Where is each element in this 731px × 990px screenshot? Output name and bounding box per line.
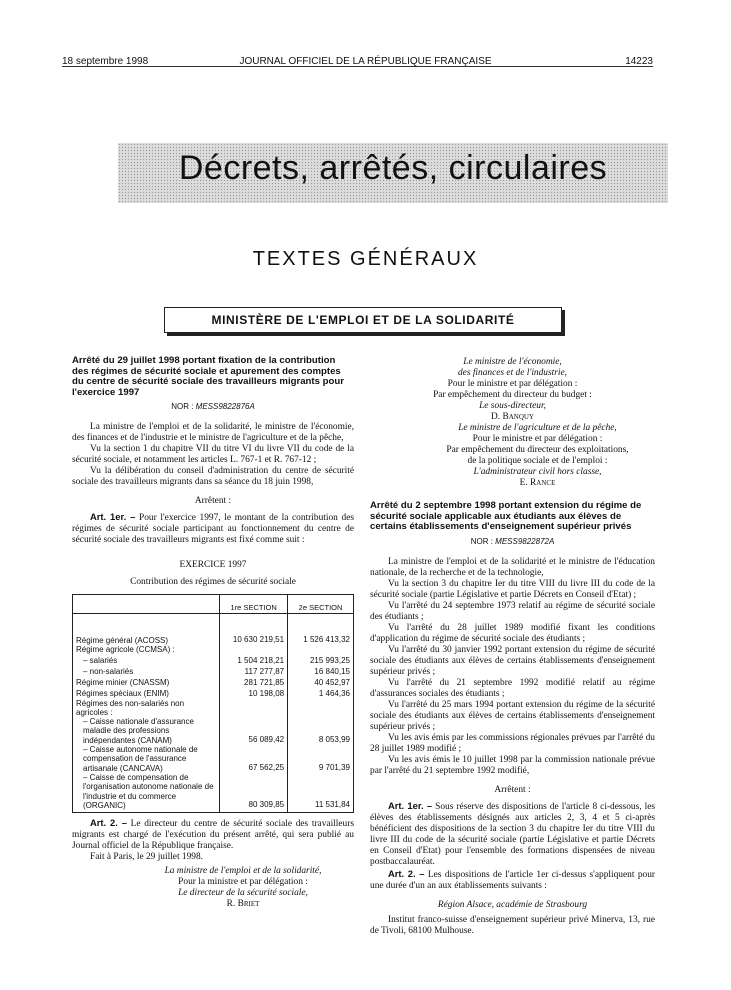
table-caption: Contribution des régimes de sécurité sociale <box>130 577 296 587</box>
article-1-label: Art. 1er. – <box>90 511 136 522</box>
article-1-text: Sous réserve des dispositions de l'article 8 ci-dessous, les élèves des établissements désignés aux articles 2, 3, 4 et 5 ci-après bénéficient des dispositions de la section 3 du chapitre Ier du titre VIII du livre III du code de la sécurité sociale (partie Législative et partie Décrets en Conseil d'Etat) pour l'ensemble des formations dispensées de niveau postbaccalauréat. <box>370 801 656 867</box>
table-cell-label: – Caisse autonome nationale de compensation de l'assurance artisanale (CANCAVA) <box>73 745 220 773</box>
category-banner <box>118 143 668 203</box>
signature-2-name: D. Banquy <box>491 412 534 422</box>
table-cell-value: 11 531,84 <box>288 773 354 813</box>
table-cell-label: – Caisse de compensation de l'organisation autonome nationale de l'industrie et du commerce (ORGANIC) <box>73 773 220 813</box>
signature-1-delegation: Pour la ministre et par délégation : <box>178 877 308 888</box>
signature-2-title-1: Le ministre de l'économie, <box>463 357 562 367</box>
table-cell-value: 67 562,25 <box>220 745 288 773</box>
table-row <box>73 688 354 699</box>
arrete1-article-2 <box>72 817 354 852</box>
table-cell-value: 80 309,85 <box>220 773 288 813</box>
table-cell-label: Régime général (ACOSS) <box>73 614 220 646</box>
exercice-label: EXERCICE 1997 <box>179 560 247 570</box>
article-1-label: Art. 1er. – <box>388 799 433 811</box>
signature-3-role: L'administrateur civil hors classe, <box>473 467 602 477</box>
right-column <box>370 357 655 937</box>
table-cell-value: 9 701,39 <box>288 745 354 773</box>
table-row <box>73 655 354 666</box>
arrete1-visa-1: Vu la section 1 du chapitre VII du titre VI du livre VII du code de la sécurité sociale, et notamment les articles L. 767-1 et R. 767-12 ; <box>72 444 354 465</box>
table-cell-value: 1 526 413,32 <box>288 614 354 646</box>
signature-1-title: La ministre de l'emploi et de la solidarité, <box>164 866 322 877</box>
arrete2-arretent: Arrêtent : <box>494 784 531 795</box>
article-2-text: Les dispositions de l'article 1er ci-dessus s'appliquent pour une durée d'un an aux établissements suivants : <box>370 869 656 891</box>
table-row <box>73 699 354 718</box>
arrete1-visa-2: Vu la délibération du conseil d'administration du centre de sécurité sociale des travailleurs migrants dans sa séance du 18 juin 1998, <box>72 466 354 487</box>
signature-2-delegation: Pour le ministre et par délégation : <box>447 379 578 389</box>
left-column <box>72 356 354 910</box>
table-cell-value: 10 630 219,51 <box>220 614 288 646</box>
arrete2-visa-8: Vu les avis émis le 10 juillet 1998 par la commission nationale prévue par l'arrêté du 21 septembre 1992 modifié, <box>370 754 655 776</box>
nor-code: MESS9822876A <box>195 402 255 411</box>
signature-2-title-2: des finances et de l'industrie, <box>457 368 568 378</box>
header-page-number: 14223 <box>625 56 653 67</box>
table-cell-label: Régimes spéciaux (ENIM) <box>73 688 220 699</box>
table-header-cell <box>73 595 220 614</box>
signature-1-name: R. Briet <box>226 899 260 910</box>
arrete1-preamble: La ministre de l'emploi et de la solidarité, le ministre de l'économie, des finances et de l'industrie et le ministre de l'agriculture et de la pêche, <box>72 422 354 443</box>
table-row <box>73 717 354 745</box>
signature-1-role: Le directeur de la sécurité sociale, <box>178 888 308 899</box>
table-cell-value: 16 840,15 <box>288 666 354 677</box>
arrete1-article-1 <box>72 511 354 546</box>
table-cell-value: 215 993,25 <box>288 655 354 666</box>
institut-entry: Institut franco-suisse d'enseignement supérieur privé Minerva, 13, rue de Tivoli, 68100 Mulhouse. <box>370 914 655 936</box>
table-cell-value <box>220 645 288 654</box>
arrete2-article-1 <box>370 800 655 868</box>
signature-3-direction: de la politique sociale et de l'emploi : <box>467 456 608 466</box>
table-cell-value <box>220 699 288 718</box>
article-2-text: Le directeur du centre de sécurité sociale des travailleurs migrants est chargé de l'exécution du présent arrêté, qui sera publié au Journal officiel de la République française. <box>72 819 355 852</box>
article-2-label: Art. 2. – <box>388 867 425 879</box>
table-row <box>73 645 354 654</box>
signature-3-title: Le ministre de l'agriculture et de la pêche, <box>458 423 617 433</box>
article-2-label: Art. 2. – <box>90 817 127 829</box>
table-cell-value: 1 464,36 <box>288 688 354 699</box>
arrete2-visa-1: Vu la section 3 du chapitre Ier du titre VIII du livre III du code de la sécurité sociale (partie Législative et partie Décrets en Conseil d'Etat) ; <box>370 578 655 600</box>
arrete2-article-2 <box>370 868 655 892</box>
signature-2-role: Le sous-directeur, <box>479 401 546 411</box>
arrete1-title: Arrêté du 29 juillet 1998 portant fixation de la contribution des régimes de sécurité sociale et apurement des comptes du centre de sécurité sociale des travailleurs migrants pour l'exercice 1997 <box>72 355 344 398</box>
arrete2-visa-7: Vu les avis émis par les commissions régionales prévues par l'arrêté du 28 juillet 1989 modifié ; <box>370 732 655 754</box>
region-heading: Région Alsace, académie de Strasbourg <box>437 899 588 910</box>
header-journal: JOURNAL OFFICIEL DE LA RÉPUBLIQUE FRANÇAISE <box>239 56 492 67</box>
table-cell-value: 56 089,42 <box>220 717 288 745</box>
table-cell-value: 281 721,85 <box>220 677 288 688</box>
table-cell-label: – salariés <box>73 655 220 666</box>
nor-code: MESS9822872A <box>495 536 555 546</box>
table-row <box>73 677 354 688</box>
section-title: TEXTES GÉNÉRAUX <box>252 248 479 270</box>
banner-title: Décrets, arrêtés, circulaires <box>178 149 608 187</box>
table-header-row <box>73 595 354 614</box>
arrete2-visa-4: Vu l'arrêté du 30 janvier 1992 portant extension du régime de sécurité sociale des étudiants aux élèves de certains établissements d'enseignement supérieur privés ; <box>370 644 655 677</box>
signature-3-delegation: Pour le ministre et par délégation : <box>472 434 603 444</box>
table-cell-value: 10 198,08 <box>220 688 288 699</box>
signature-2-empechement: Par empêchement du directeur du budget : <box>433 390 592 400</box>
arrete2-preamble: La ministre de l'emploi et de la solidarité et le ministre de l'éducation nationale, de la recherche et de la technologie, <box>370 556 655 578</box>
table-cell-label: Régimes des non-salariés non agricoles : <box>73 699 220 718</box>
arrete2-visa-2: Vu l'arrêté du 24 septembre 1973 relatif au régime de sécurité sociale des étudiants ; <box>370 600 655 622</box>
arrete2-visa-3: Vu l'arrêté du 28 juillet 1989 modifié fixant les conditions d'application du régime de sécurité sociale des étudiants ; <box>370 622 655 644</box>
arrete2-nor <box>370 536 655 547</box>
table-row <box>73 666 354 677</box>
header-date: 18 septembre 1998 <box>62 56 149 67</box>
table-cell-value: 8 053,99 <box>288 717 354 745</box>
table-cell-label: Régime agricole (CCMSA) : <box>73 645 220 654</box>
table-header-cell: 1re SECTION <box>220 595 288 614</box>
header-rule <box>62 66 653 67</box>
signature-3-name: E. Rance <box>519 478 556 488</box>
ministry-heading: MINISTÈRE DE L'EMPLOI ET DE LA SOLIDARITÉ <box>164 307 562 333</box>
table-cell-value <box>288 699 354 718</box>
table-cell-label: – non-salariés <box>73 666 220 677</box>
table-row <box>73 773 354 813</box>
arrete2-visa-6: Vu l'arrêté du 25 mars 1994 portant extension du régime de la sécurité sociale des étudiants aux élèves de certains établissements d'enseignement supérieur privés ; <box>370 699 655 732</box>
arrete2-title: Arrêté du 2 septembre 1998 portant extension du régime de sécurité sociale applicable aux étudiants aux élèves de certains établissements d'enseignement supérieur privés <box>370 500 642 532</box>
table-cell-value <box>288 645 354 654</box>
table-cell-value: 1 504 218,21 <box>220 655 288 666</box>
contribution-table <box>72 594 354 813</box>
table-header-cell: 2e SECTION <box>288 595 354 614</box>
article-1-text: Pour l'exercice 1997, le montant de la contribution des régimes de sécurité sociale participant au fonctionnement du centre de sécurité sociale des travailleurs migrants est fixé comme suit : <box>72 513 355 545</box>
table-row <box>73 614 354 646</box>
nor-label: NOR : <box>171 402 194 411</box>
signature-3-empechement: Par empêchement du directeur des exploitations, <box>446 445 629 455</box>
arrete1-nor <box>72 401 354 412</box>
table-cell-label: – Caisse nationale d'assurance maladie des professions indépendantes (CANAM) <box>73 717 220 745</box>
table-cell-label: Régime minier (CNASSM) <box>73 677 220 688</box>
table-cell-value: 40 452,97 <box>288 677 354 688</box>
arrete2-visa-5: Vu l'arrêté du 21 septembre 1992 modifié relatif au régime d'assurances sociales des étudiants ; <box>370 677 655 699</box>
arrete1-arretent: Arrêtent : <box>194 496 232 506</box>
table-cell-value: 117 277,87 <box>220 666 288 677</box>
nor-label: NOR : <box>470 536 493 546</box>
table-row <box>73 745 354 773</box>
arrete1-fait: Fait à Paris, le 29 juillet 1998. <box>90 852 204 863</box>
